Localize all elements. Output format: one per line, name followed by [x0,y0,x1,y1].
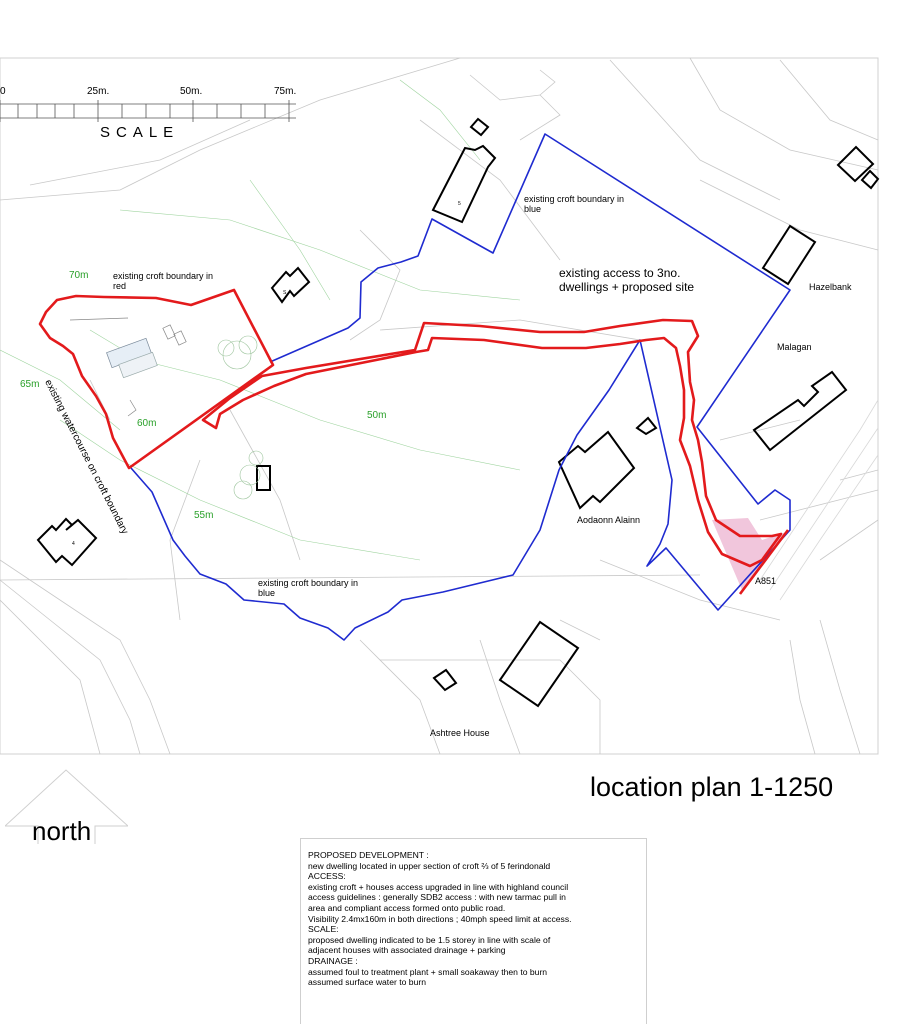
label-croft-boundary-blue-bottom [258,578,358,598]
notes-line: DRAINAGE : [308,955,358,966]
notes-line: adjacent houses with associated drainage + parking [308,945,506,956]
building-hazelbank [763,226,815,284]
label-line: existing access to 3no. [559,266,681,280]
building-bottom-large [500,622,578,706]
building-top-right-1 [838,147,873,181]
notes-line: PROPOSED DEVELOPMENT : [308,850,429,860]
label-malagan: Malagan [777,342,812,352]
road-a851 [760,400,878,600]
notes-line: ACCESS: [308,871,346,882]
scale-tick-25: 25m. [87,86,110,97]
notes-line: assumed surface water to burn [308,977,426,988]
scale-tick-50: 50m. [180,86,203,97]
label-line: existing croft boundary in [524,194,625,204]
notes-line: area and compliant access formed onto public road. [308,902,506,913]
scale-title: SCALE [100,124,180,141]
building-top-small [471,119,488,135]
contour-label-70m: 70m [69,270,89,281]
label-a851: A851 [755,576,777,586]
label-line: dwellings + proposed site [559,280,695,294]
scale-tick-0: 0 [0,86,6,97]
label-line: blue [524,204,542,214]
notes-line: existing croft + houses access upgraded in line with highland council [308,881,569,892]
label-croft-boundary-blue-top [524,194,624,214]
svg-text:S: S [283,290,287,296]
contour-label-65m: 65m [20,379,40,390]
drawing-title: location plan 1-1250 [590,772,834,802]
building-bottom-small [434,670,456,690]
label-watercourse: existing watercourse on croft boundary [42,378,130,537]
label-aodaonn-alainn: Aodaonn Alainn [577,515,641,525]
map-frame [0,58,878,754]
building-left [38,519,96,565]
label-hazelbank: Hazelbank [809,282,852,292]
building-mid-left [272,268,309,302]
notes-line: proposed dwelling indicated to be 1.5 storey in line with scale of [308,934,551,945]
label-line: existing croft boundary in [113,271,214,281]
development-notes [300,838,647,1024]
scale-tick-75: 75m. [274,86,297,97]
building-malagan [754,372,846,450]
svg-text:5: 5 [458,201,461,207]
contour-label-50m: 50m [367,410,387,421]
contour-label-55m: 55m [194,510,214,521]
notes-line: access guidelines : generally SDB2 access : with new tarmac pull in [308,892,566,903]
label-access-note [557,265,696,295]
contour-label-60m: 60m [137,418,157,429]
building-aodaonn [559,432,634,508]
label-ashtree-house: Ashtree House [430,728,490,738]
notes-line: SCALE: [308,924,339,935]
notes-line: new dwelling located in upper section of croft ⅔ of 5 ferindonald [308,860,551,871]
north-label: north [32,816,92,846]
building-top-right-2 [862,171,878,188]
label-croft-boundary-red [113,271,213,291]
building-top-house [433,146,495,222]
label-line: red [113,281,127,291]
label-line: blue [258,588,276,598]
svg-text:4: 4 [72,541,75,547]
notes-line: assumed foul to treatment plant + small soakaway then to burn [308,966,548,977]
scale-bar [0,100,296,122]
building-aodaonn-small [637,418,656,434]
background-survey-lines [0,58,878,754]
label-line: existing croft boundary in [258,578,359,588]
existing-buildings [38,119,878,706]
notes-line: Visibility 2.4mx160m in both directions ; 40mph speed limit at access. [308,913,572,924]
